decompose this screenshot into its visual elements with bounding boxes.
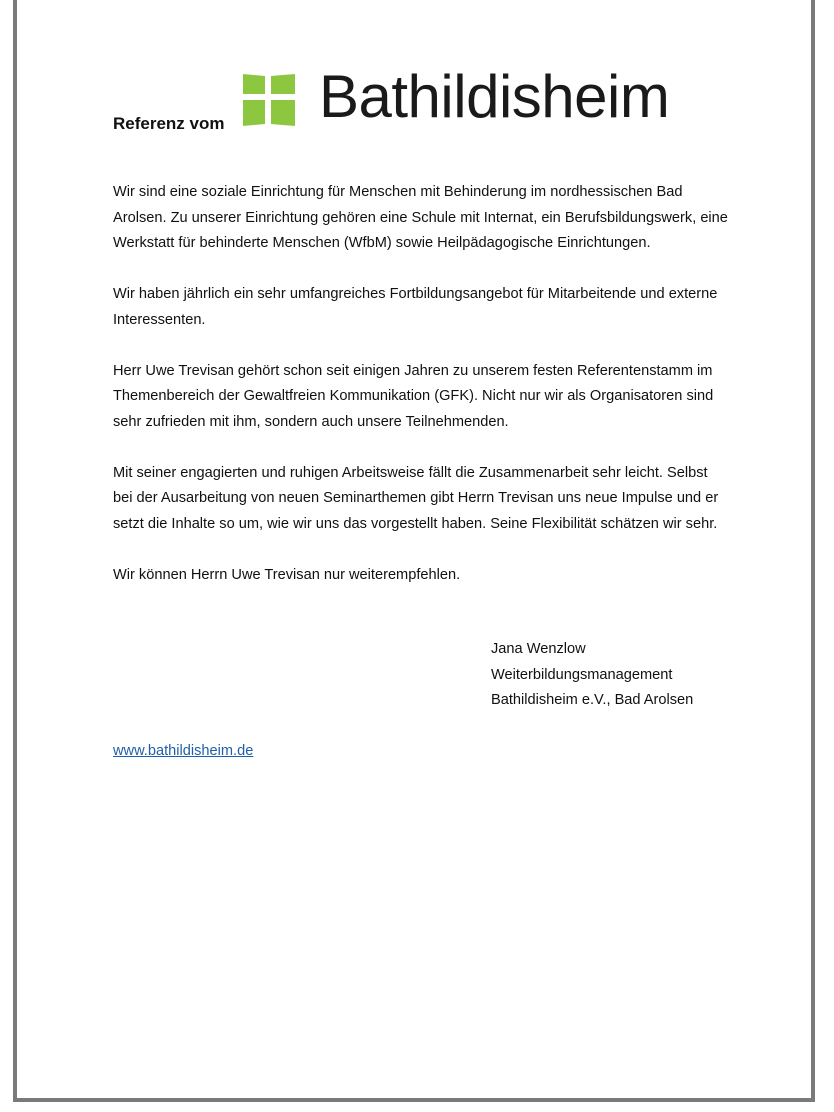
logo-wordmark: Bathildisheim: [319, 63, 670, 130]
body-paragraph-referent: Herr Uwe Trevisan gehört schon seit einigen Jahren zu unserem festen Referentenstamm im Themenbereich der Gewaltfreien Kommunikation (GFK). Nicht nur wir als Organisatoren sind sehr zufrieden mit ihm, sondern auch unsere Teilnehmenden.: [113, 362, 714, 430]
cross-logo-icon: [241, 72, 297, 128]
header-title: Referenz vom: [113, 114, 225, 133]
body-paragraph-collaboration: Mit seiner engagierten und ruhigen Arbeitsweise fällt die Zusammenarbeit sehr leicht. Selbst bei der Ausarbeitung von neuen Seminarthemen gibt Herrn Trevisan uns neue Impulse und er setzt die Inhalte so um, wie wir uns das vorgestellt haben. Seine Flexibilität schätzen wir sehr.: [113, 464, 719, 532]
body-paragraph-training: Wir haben jährlich ein sehr umfangreiches Fortbildungsangebot für Mitarbeitende und externe Interessenten.: [113, 286, 718, 328]
website-link[interactable]: www.bathildisheim.de: [113, 743, 254, 759]
signature-role: Weiterbildungsmanagement: [491, 666, 673, 683]
letter-header: [113, 63, 713, 134]
signature-organization: Bathildisheim e.V., Bad Arolsen: [491, 692, 694, 708]
letter-body: [113, 180, 728, 614]
signature-name: Jana Wenzlow: [491, 641, 586, 657]
bathildisheim-logo: [241, 63, 711, 130]
page-left-edge: [13, 0, 17, 30]
signature-block: [491, 637, 693, 714]
body-paragraph-recommendation: Wir können Herrn Uwe Trevisan nur weiterempfehlen.: [113, 566, 461, 583]
page-right-edge: [811, 0, 815, 30]
body-paragraph-intro: Wir sind eine soziale Einrichtung für Menschen mit Behinderung im nordhessischen Bad Arolsen. Zu unserer Einrichtung gehören eine Schule mit Internat, ein Berufsbildungswerk, eine Werkstatt für behinderte Menschen (WfbM) sowie Heilpädagogische Einrichtungen.: [113, 184, 728, 251]
